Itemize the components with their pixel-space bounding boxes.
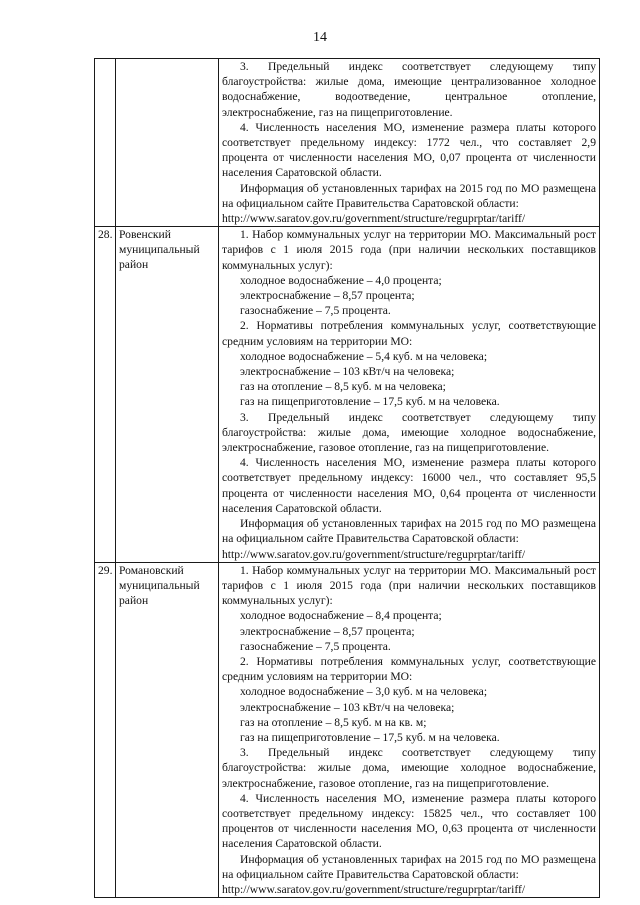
paragraph-info: Информация об установленных тарифах на 2015 год по МО размещена на официальном сайте Правительства Саратовской области:: [222, 517, 596, 546]
norm-item: газ на пищеприготовление – 17,5 куб. м на человека.: [240, 730, 500, 744]
tariff-url[interactable]: http://www.saratov.gov.ru/government/structure/reguprptar/tariff/: [222, 212, 526, 226]
tariff-item: электроснабжение – 8,57 процента;: [240, 624, 415, 638]
page-number: 14: [313, 30, 327, 45]
paragraph-index-type: 3. Предельный индекс соответствует следующему типу благоустройства: жилые дома, имеющие холодное водоснабжение, электроснабжение, газовое отопление, газ на пищеприготовление.: [222, 410, 596, 455]
table-row-continuation: [95, 59, 600, 227]
district-name-line: район: [119, 258, 149, 272]
district-name-line: район: [119, 593, 149, 607]
district-cell: [116, 59, 219, 227]
norm-item: газ на отопление – 8,5 куб. м на кв. м;: [240, 715, 427, 729]
tariff-item: электроснабжение – 8,57 процента;: [240, 289, 415, 303]
tariff-item: холодное водоснабжение – 8,4 процента;: [240, 609, 442, 623]
paragraph-population: 4. Численность населения МО, изменение размера платы которого соответствует предельному индексу: 1772 чел., что составляет 2,9 процента от численности населения МО, 0,07 процента от численности населения Саратовской области.: [222, 120, 596, 180]
district-name: [116, 227, 219, 562]
norm-item: газ на пищеприготовление – 17,5 куб. м на человека.: [240, 395, 500, 409]
details-cell: [219, 562, 600, 897]
district-name-line: муниципальный: [119, 243, 200, 257]
paragraph-population: 4. Численность населения МО, изменение размера платы которого соответствует предельному индексу: 16000 чел., что составляет 95,5 процента от численности населения МО, 0,64 процента от численности населения Саратовской области.: [222, 456, 596, 515]
district-name-line: Романовский: [119, 563, 184, 577]
paragraph-norms: 2. Нормативы потребления коммунальных услуг, соответствующие средним условиям на территории МО:: [222, 654, 596, 684]
paragraph-index-type: 3. Предельный индекс соответствует следующему типу благоустройства: жилые дома, имеющие централизованное холодное водоснабжение, водоотведение, центральное отопление, электроснабжение, газ на пищеприготовление.: [222, 60, 596, 119]
district-name-line: Ровенский: [119, 228, 171, 242]
table-row-28: [95, 227, 600, 562]
norm-item: холодное водоснабжение – 5,4 куб. м на человека;: [240, 349, 488, 363]
paragraph-info: Информация об установленных тарифах на 2015 год по МО размещена на официальном сайте Правительства Саратовской области:: [222, 181, 596, 210]
norm-item: электроснабжение – 103 кВт/ч на человека;: [240, 365, 455, 379]
norm-item: холодное водоснабжение – 3,0 куб. м на человека;: [240, 685, 488, 699]
paragraph-services: 1. Набор коммунальных услуг на территории МО. Максимальный рост тарифов с 1 июля 2015 года (при наличии нескольких поставщиков коммунальных услуг):: [222, 228, 596, 272]
row-number: 28.: [95, 227, 116, 562]
details-cell: [219, 227, 600, 562]
tariff-item: газоснабжение – 7,5 процента.: [240, 304, 391, 318]
row-number: 29.: [95, 562, 116, 897]
tariff-table: [94, 58, 600, 898]
paragraph-norms: 2. Нормативы потребления коммунальных услуг, соответствующие средним условиям на территории МО:: [222, 319, 596, 348]
district-name-line: муниципальный: [119, 578, 200, 592]
tariff-item: холодное водоснабжение – 4,0 процента;: [240, 273, 442, 287]
norm-item: газ на отопление – 8,5 куб. м на человека;: [240, 380, 446, 394]
paragraph-info: Информация об установленных тарифах на 2015 год по МО размещена на официальном сайте Правительства Саратовской области:: [222, 852, 596, 881]
details-cell: [219, 59, 600, 227]
tariff-url[interactable]: http://www.saratov.gov.ru/government/structure/reguprptar/tariff/: [222, 882, 526, 896]
district-name: [116, 562, 219, 897]
tariff-url[interactable]: http://www.saratov.gov.ru/government/structure/reguprptar/tariff/: [222, 547, 526, 561]
paragraph-services: 1. Набор коммунальных услуг на территории МО. Максимальный рост тарифов с 1 июля 2015 года (при наличии нескольких поставщиков коммунальных услуг):: [222, 563, 596, 608]
paragraph-population: 4. Численность населения МО, изменение размера платы которого соответствует предельному индексу: 15825 чел., что составляет 100 процентов от численности населения МО, 0,63 процента от численности населения Саратовской области.: [222, 791, 596, 851]
tariff-item: газоснабжение – 7,5 процента.: [240, 639, 391, 653]
norm-item: электроснабжение – 103 кВт/ч на человека;: [240, 700, 455, 714]
paragraph-index-type: 3. Предельный индекс соответствует следующему типу благоустройства: жилые дома, имеющие холодное водоснабжение, электроснабжение, газовое отопление, газ на пищеприготовление.: [222, 746, 596, 790]
row-number-cell: [95, 59, 116, 227]
table-row-29: [95, 562, 600, 897]
